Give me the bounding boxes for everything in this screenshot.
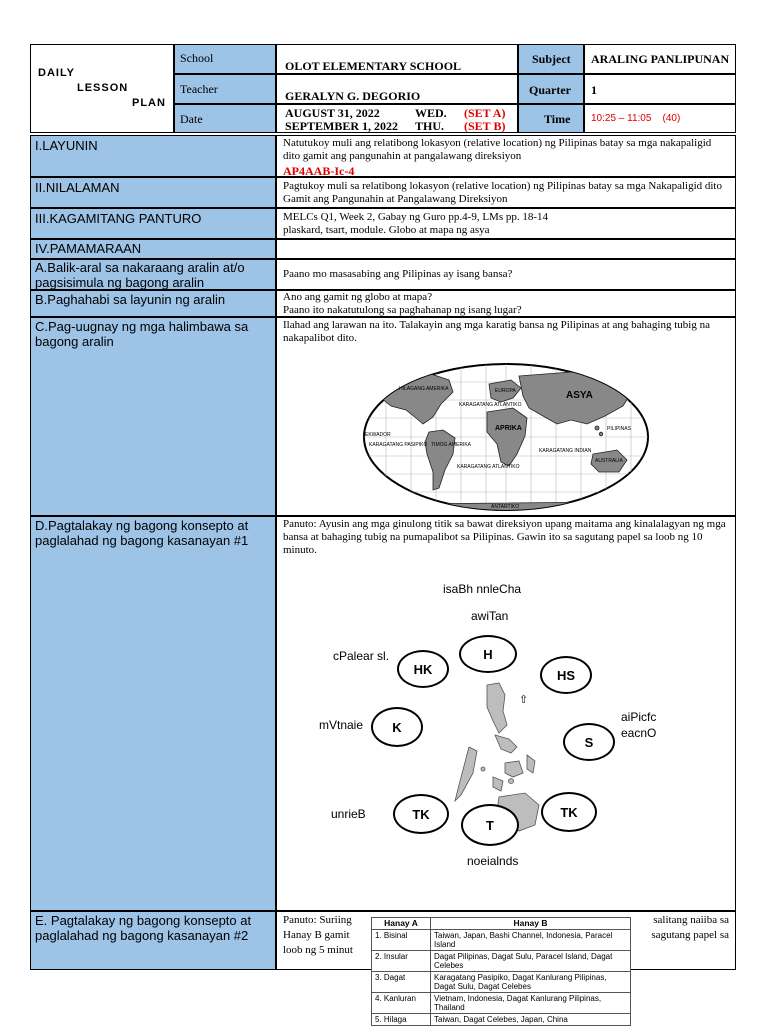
b-text-cell xyxy=(276,290,736,317)
hanay-b-cell: Vietnam, Indonesia, Dagat Kanlurang Pilipinas, Thailand xyxy=(431,993,631,1014)
circle-t: T xyxy=(461,804,519,846)
scramble-upper-left: cPalear sl. xyxy=(333,649,390,663)
hanay-table-wrapper xyxy=(371,917,631,1026)
quarter-label-cell xyxy=(518,74,584,104)
map-label-antarctica: ANTARTIKO xyxy=(491,504,520,510)
hanay-a-cell: 4. Kanluran xyxy=(372,993,431,1014)
teacher-value-cell xyxy=(276,74,518,104)
circle-k: K xyxy=(371,707,423,747)
teacher-label-cell xyxy=(174,74,276,104)
subject-label: Subject xyxy=(532,52,571,66)
layunin-text-cell xyxy=(276,135,736,177)
school-value-cell xyxy=(276,44,518,74)
layunin-text: Natutukoy muli ang relatibong lokasyon (relative location) ng Pilipinas batay sa mga nakapaligid dito gamit ang pangunahin at pangalawang direksiyon xyxy=(283,137,712,162)
pamamaraan-empty-cell xyxy=(276,239,736,259)
title-plan: PLAN xyxy=(132,97,166,109)
hanay-a-header: Hanay A xyxy=(372,918,431,930)
hanay-a-cell: 5. Hilaga xyxy=(372,1014,431,1026)
c-text: Ilahad ang larawan na ito. Talakayin ang mga karatig bansa ng Pilipinas at ang bahaging tubig na nakapalibot dito. xyxy=(283,319,710,344)
hanay-b-cell: Taiwan, Japan, Bashi Channel, Indonesia, Paracel Island xyxy=(431,930,631,951)
teacher-value: GERALYN G. DEGORIO xyxy=(285,89,421,103)
scramble-top: isaBh nnleCha xyxy=(443,582,522,596)
hanay-b-header: Hanay B xyxy=(431,918,631,930)
lesson-plan-title-cell xyxy=(30,44,174,133)
date-line-2: SEPTEMBER 1, 2022 xyxy=(285,119,399,133)
e-line-1-left: Panuto: Suriing xyxy=(283,914,352,926)
day-2: THU. xyxy=(415,119,445,133)
layunin-label: I.LAYUNIN xyxy=(35,138,98,153)
map-label-atlantic-south: KARAGATANG ATLANTIKO xyxy=(457,464,520,470)
scramble-top2: awiTan xyxy=(471,609,509,623)
layunin-code: AP4AAB-Ic-4 xyxy=(283,164,355,178)
date-label-cell xyxy=(174,104,276,133)
set-a: (SET A) xyxy=(464,106,506,120)
d-label: D.Pagtalakay ng bagong konsepto at paglalahad ng bagong kasanayan #1 xyxy=(35,518,249,548)
map-label-africa: APRIKA xyxy=(495,425,522,432)
hanay-a-cell: 3. Dagat xyxy=(372,972,431,993)
table-row xyxy=(372,993,631,1014)
b-label: B.Paghahabi sa layunin ng aralin xyxy=(35,292,226,307)
a-text-cell xyxy=(276,259,736,290)
north-arrow-icon: ⇧ xyxy=(519,694,529,706)
table-row xyxy=(372,930,631,951)
pamamaraan-label: IV.PAMAMARAAN xyxy=(35,241,142,256)
nilalaman-text: Pagtukoy muli sa relatibong lokasyon (relative location) ng Pilipinas batay sa mga Nakapaligid dito Gamit ang Pangunahin at Pangalawang Direksiyon xyxy=(283,180,722,205)
kagamitan-line-1: MELCs Q1, Week 2, Gabay ng Guro pp.4-9, LMs pp. 18-14 xyxy=(283,211,549,223)
map-label-atlantic-north: KARAGATANG ATLANTIKO xyxy=(459,402,522,408)
time-label: Time xyxy=(544,112,571,126)
pamamaraan-label-cell xyxy=(30,239,276,259)
circle-h: H xyxy=(459,635,517,673)
map-label-indian-ocean: KARAGATANG INDIAN xyxy=(539,448,592,454)
e-line-3-left: loob ng 5 minut xyxy=(283,944,353,956)
kagamitan-label: III.KAGAMITANG PANTURO xyxy=(35,211,202,226)
d-text: Panuto: Ayusin ang mga ginulong titik sa bawat direksiyon upang maitama ang kinalalagyan ng mga bansa at bahaging tubig na pumapalibot sa Pilipinas. Gawin ito sa sagutang papel sa loob ng 10 minuto. xyxy=(283,518,726,556)
map-label-equator: EKWADOR xyxy=(365,432,391,438)
quarter-label: Quarter xyxy=(529,83,571,97)
subject-value-cell xyxy=(584,44,736,74)
time-label-cell xyxy=(518,104,584,133)
e-line-1-right: salitang naiiba sa xyxy=(653,914,729,926)
e-label: E. Pagtalakay ng bagong konsepto at paglalahad ng bagong kasanayan #2 xyxy=(35,913,252,943)
b-line-2: Paano ito nakatutulong sa paghahanap ng isang lugar? xyxy=(283,304,522,316)
c-text-cell xyxy=(276,317,736,516)
a-text: Paano mo masasabing ang Pilipinas ay isang bansa? xyxy=(283,268,513,280)
a-label: A.Balik-aral sa nakaraang aralin at/o pagsisimula ng bagong aralin xyxy=(35,260,245,290)
layunin-label-cell xyxy=(30,135,276,177)
hanay-a-cell: 2. Insular xyxy=(372,951,431,972)
date-line-1: AUGUST 31, 2022 xyxy=(285,106,380,120)
b-line-1: Ano ang gamit ng globo at mapa? xyxy=(283,291,433,303)
world-map-image xyxy=(361,362,651,512)
hanay-b-cell: Taiwan, Dagat Celebes, Japan, China xyxy=(431,1014,631,1026)
a-label-cell xyxy=(30,259,276,290)
circle-tk-left: TK xyxy=(393,794,449,834)
hanay-a-cell: 1. Bisinal xyxy=(372,930,431,951)
hanay-b-cell: Dagat Pilipinas, Dagat Sulu, Paracel Island, Dagat Celebes xyxy=(431,951,631,972)
table-row xyxy=(372,951,631,972)
subject-value: ARALING PANLIPUNAN xyxy=(591,52,730,66)
scramble-right-1: aiPicfc xyxy=(621,710,657,724)
nilalaman-label: II.NILALAMAN xyxy=(35,180,120,195)
school-label: School xyxy=(180,51,214,65)
table-row xyxy=(372,972,631,993)
c-label-cell xyxy=(30,317,276,516)
d-text-cell xyxy=(276,516,736,911)
subject-label-cell xyxy=(518,44,584,74)
quarter-value-cell xyxy=(584,74,736,104)
map-label-pacific: KARAGATANG PASIPIKO xyxy=(369,442,428,448)
title-daily: DAILY xyxy=(38,67,75,79)
b-label-cell xyxy=(30,290,276,317)
quarter-value: 1 xyxy=(591,83,597,97)
circle-tk-right: TK xyxy=(541,792,597,832)
e-line-2-left: Hanay B gamit xyxy=(283,929,350,941)
school-value: OLOT ELEMENTARY SCHOOL xyxy=(285,59,462,73)
map-label-north-america: HILAGANG AMERIKA xyxy=(399,386,449,392)
scramble-right-2: eacnO xyxy=(621,726,657,740)
e-label-cell xyxy=(30,911,276,970)
map-label-south-america: TIMOG AMERIKA xyxy=(431,442,472,448)
day-1: WED. xyxy=(415,106,447,120)
time-value: 10:25 – 11:05 (40) xyxy=(591,113,681,124)
nilalaman-text-cell xyxy=(276,177,736,208)
scramble-bottom: noeialnds xyxy=(467,854,519,868)
set-b: (SET B) xyxy=(464,119,506,133)
scramble-left: mVtnaie xyxy=(319,718,364,732)
kagamitan-label-cell xyxy=(30,208,276,239)
school-label-cell xyxy=(174,44,276,74)
hanay-b-cell: Karagatang Pasipiko, Dagat Kanlurang Pilipinas, Dagat Sulu, Dagat Celebes xyxy=(431,972,631,993)
title-lesson: LESSON xyxy=(77,82,129,94)
map-label-asia: ASYA xyxy=(566,390,593,401)
e-line-2-right: sagutang papel sa xyxy=(651,929,729,941)
kagamitan-text-cell xyxy=(276,208,736,239)
map-label-australia: AUSTRALIA xyxy=(595,458,623,464)
time-value-cell xyxy=(584,104,736,133)
date-label: Date xyxy=(180,112,203,126)
map-label-philippines: PILIPINAS xyxy=(607,426,631,432)
scramble-lower-left: unrieB xyxy=(331,807,366,821)
c-label: C.Pag-uugnay ng mga halimbawa sa bagong aralin xyxy=(35,319,249,349)
nilalaman-label-cell xyxy=(30,177,276,208)
circle-hk: HK xyxy=(397,650,449,688)
date-value-cell xyxy=(276,104,518,133)
circle-s: S xyxy=(563,723,615,761)
map-label-europe: EUROPA xyxy=(495,388,516,394)
hanay-table xyxy=(371,917,631,1026)
teacher-label: Teacher xyxy=(180,82,218,96)
d-label-cell xyxy=(30,516,276,911)
circle-hs: HS xyxy=(540,656,592,694)
kagamitan-line-2: plaskard, tsart, module. Globo at mapa ng asya xyxy=(283,224,490,236)
